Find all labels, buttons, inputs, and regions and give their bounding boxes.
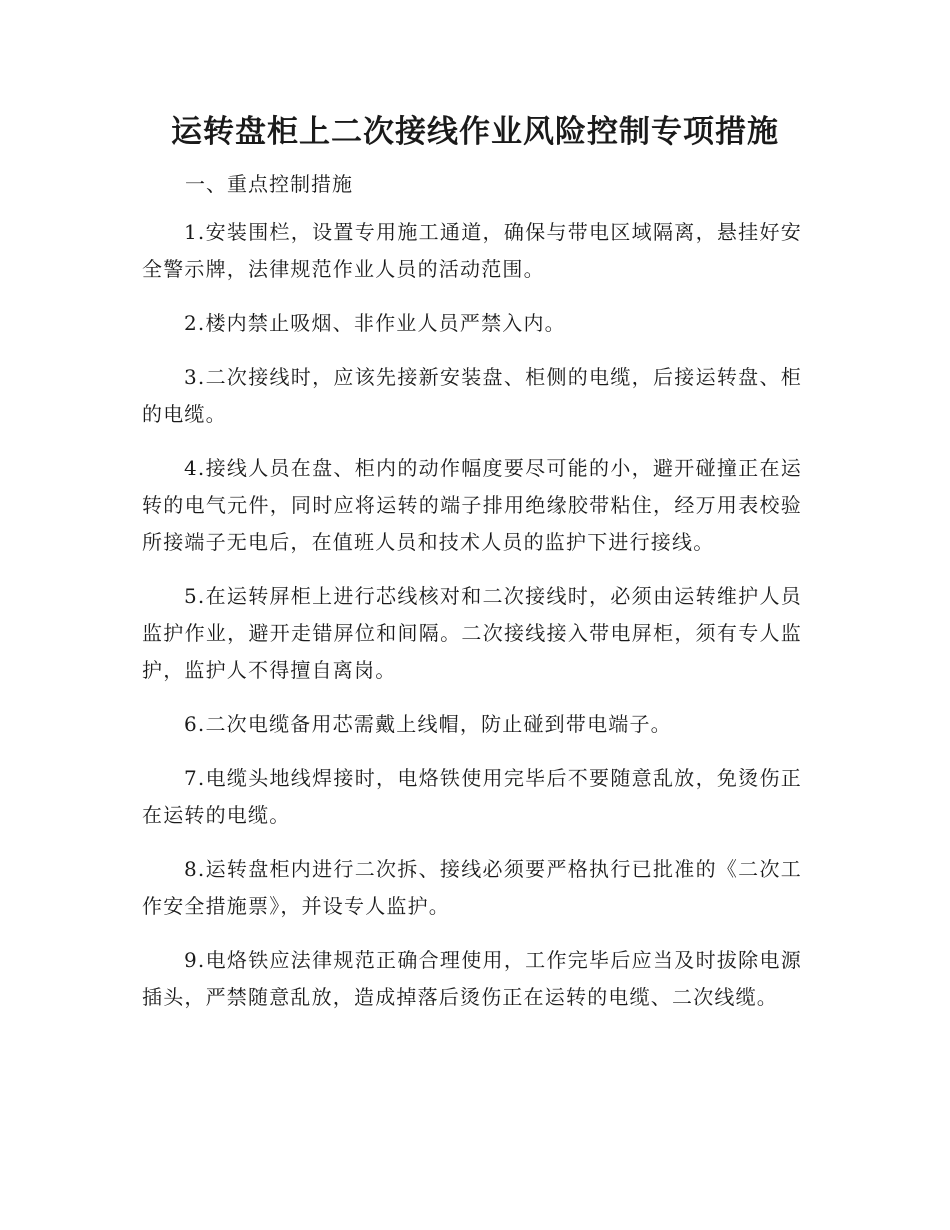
measure-item-2: 2.楼内禁止吸烟、非作业人员严禁入内。	[184, 311, 566, 335]
measure-item-7: 7.电缆头地线焊接时，电烙铁使用完毕后不要随意乱放，免烫伤正在运转的电缆。	[142, 766, 802, 827]
measure-item-4: 4.接线人员在盘、柜内的动作幅度要尽可能的小，避开碰撞正在运转的电气元件，同时应将运转的端子排用绝缘胶带粘住，经万用表校验所接端子无电后，在值班人员和技术人员的监护下进行接线。	[142, 456, 802, 554]
measures-list	[142, 214, 802, 1033]
measure-item-6: 6.二次电缆备用芯需戴上线帽，防止碰到带电端子。	[184, 712, 672, 736]
document-title: 运转盘柜上二次接线作业风险控制专项措施	[171, 114, 779, 150]
measure-item-5: 5.在运转屏柜上进行芯线核对和二次接线时，必须由运转维护人员监护作业，避开走错屏位和间隔。二次接线接入带电屏柜，须有专人监护，监护人不得擅自离岗。	[142, 584, 802, 682]
measure-item-9: 9.电烙铁应法律规范正确合理使用，工作完毕后应当及时拔除电源插头，严禁随意乱放，造成掉落后烫伤正在运转的电缆、二次线缆。	[142, 948, 802, 1009]
measure-item-8: 8.运转盘柜内进行二次拆、接线必须要严格执行已批准的《二次工作安全措施票》，并设专人监护。	[142, 857, 802, 918]
section-heading: 一、重点控制措施	[185, 172, 353, 196]
measure-item-1: 1.安装围栏，设置专用施工通道，确保与带电区域隔离，悬挂好安全警示牌，法律规范作业人员的活动范围。	[142, 220, 802, 281]
measure-item-3: 3.二次接线时，应该先接新安装盘、柜侧的电缆，后接运转盘、柜的电缆。	[142, 365, 802, 426]
